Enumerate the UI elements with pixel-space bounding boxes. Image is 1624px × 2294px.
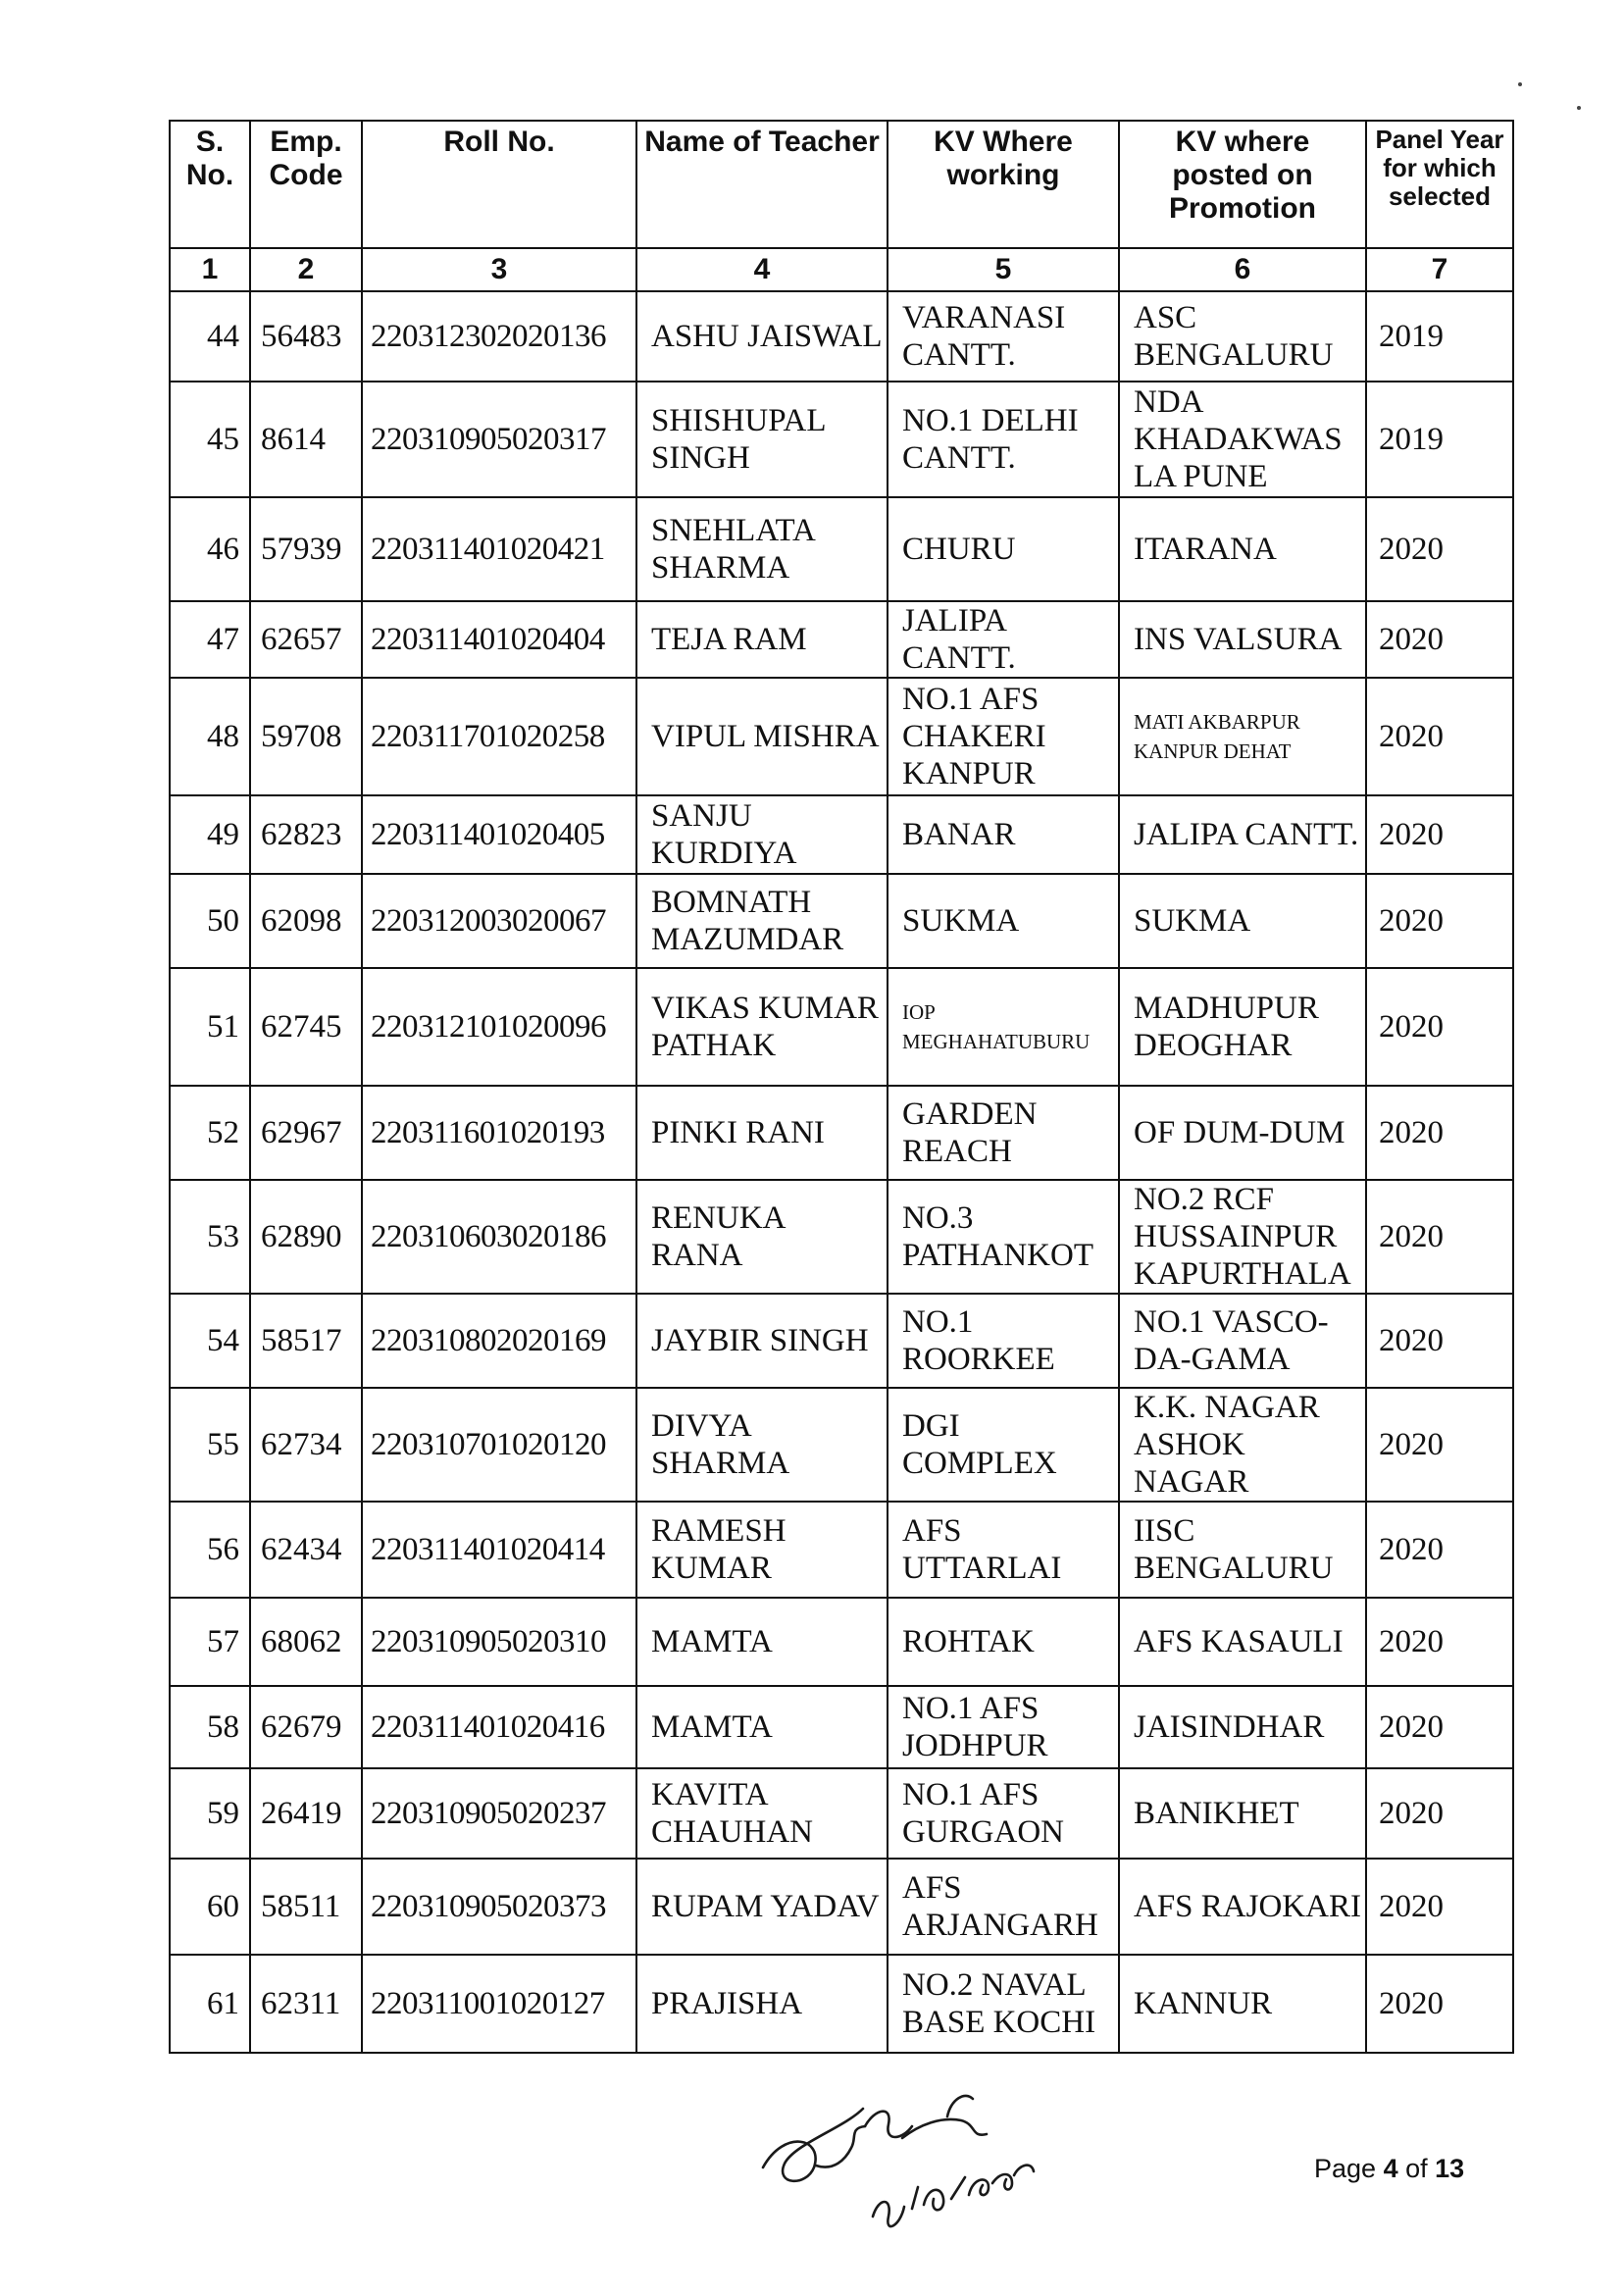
- row-sno: 48: [170, 678, 250, 795]
- header-sno: S. No.: [170, 121, 250, 248]
- row-kv-working: DGI COMPLEX: [888, 1388, 1119, 1502]
- row-kv-working: ROHTAK: [888, 1598, 1119, 1686]
- row-emp-code: 62823: [250, 795, 362, 874]
- row-sno: 57: [170, 1598, 250, 1686]
- row-panel-year: 2020: [1366, 1294, 1513, 1388]
- column-number: 3: [362, 248, 636, 291]
- table-row: [170, 291, 1513, 382]
- row-roll-no: 220310905020310: [362, 1598, 636, 1686]
- row-kv-posted: MADHUPUR DEOGHAR: [1119, 968, 1366, 1086]
- row-kv-working: NO.1 AFS JODHPUR: [888, 1686, 1119, 1768]
- row-panel-year: 2020: [1366, 1955, 1513, 2053]
- row-panel-year: 2020: [1366, 1388, 1513, 1502]
- row-teacher-name: KAVITA CHAUHAN: [636, 1768, 888, 1859]
- row-kv-posted: OF DUM-DUM: [1119, 1086, 1366, 1180]
- row-kv-posted: K.K. NAGAR ASHOK NAGAR: [1119, 1388, 1366, 1502]
- header-emp-code: Emp. Code: [250, 121, 362, 248]
- table-row: [170, 678, 1513, 795]
- row-panel-year: 2019: [1366, 382, 1513, 497]
- row-sno: 53: [170, 1180, 250, 1294]
- table-row: [170, 1502, 1513, 1598]
- page-total: 13: [1435, 2154, 1465, 2183]
- row-panel-year: 2020: [1366, 1768, 1513, 1859]
- column-number-row: [170, 248, 1513, 291]
- table-row: [170, 1180, 1513, 1294]
- header-name: Name of Teacher: [636, 121, 888, 248]
- row-kv-working: BANAR: [888, 795, 1119, 874]
- row-kv-working: NO.1 AFS GURGAON: [888, 1768, 1119, 1859]
- row-kv-posted: NO.2 RCF HUSSAINPUR KAPURTHALA: [1119, 1180, 1366, 1294]
- row-kv-posted: KANNUR: [1119, 1955, 1366, 2053]
- row-teacher-name: RUPAM YADAV: [636, 1859, 888, 1955]
- table-row: [170, 1086, 1513, 1180]
- row-panel-year: 2020: [1366, 1686, 1513, 1768]
- row-kv-posted: SUKMA: [1119, 874, 1366, 968]
- row-sno: 50: [170, 874, 250, 968]
- row-panel-year: 2020: [1366, 601, 1513, 678]
- row-kv-working: SUKMA: [888, 874, 1119, 968]
- row-sno: 51: [170, 968, 250, 1086]
- row-teacher-name: MAMTA: [636, 1686, 888, 1768]
- row-teacher-name: PRAJISHA: [636, 1955, 888, 2053]
- row-kv-working: NO.1 ROORKEE: [888, 1294, 1119, 1388]
- row-kv-working: VARANASI CANTT.: [888, 291, 1119, 382]
- row-kv-posted: NO.1 VASCO-DA-GAMA: [1119, 1294, 1366, 1388]
- row-panel-year: 2020: [1366, 1086, 1513, 1180]
- table-row: [170, 382, 1513, 497]
- row-panel-year: 2020: [1366, 1859, 1513, 1955]
- table-row: [170, 1388, 1513, 1502]
- row-kv-working: CHURU: [888, 497, 1119, 601]
- table-row: [170, 497, 1513, 601]
- header-kv-working: KV Where working: [888, 121, 1119, 248]
- row-emp-code: 62890: [250, 1180, 362, 1294]
- header-panel-year: Panel Year for which selected: [1366, 121, 1513, 248]
- row-teacher-name: SANJU KURDIYA: [636, 795, 888, 874]
- row-emp-code: 62967: [250, 1086, 362, 1180]
- table-row: [170, 968, 1513, 1086]
- row-sno: 44: [170, 291, 250, 382]
- row-teacher-name: SHISHUPAL SINGH: [636, 382, 888, 497]
- row-sno: 52: [170, 1086, 250, 1180]
- row-roll-no: 220310701020120: [362, 1388, 636, 1502]
- page-current: 4: [1383, 2154, 1398, 2183]
- row-teacher-name: ASHU JAISWAL: [636, 291, 888, 382]
- row-kv-posted: JALIPA CANTT.: [1119, 795, 1366, 874]
- row-roll-no: 220310802020169: [362, 1294, 636, 1388]
- row-emp-code: 62311: [250, 1955, 362, 2053]
- row-sno: 56: [170, 1502, 250, 1598]
- row-kv-working: AFS UTTARLAI: [888, 1502, 1119, 1598]
- column-number: 5: [888, 248, 1119, 291]
- scan-speck: [1577, 106, 1581, 110]
- table-row: [170, 1859, 1513, 1955]
- row-roll-no: 220311601020193: [362, 1086, 636, 1180]
- row-emp-code: 62098: [250, 874, 362, 968]
- row-sno: 47: [170, 601, 250, 678]
- row-sno: 45: [170, 382, 250, 497]
- row-kv-posted: NDA KHADAKWAS LA PUNE: [1119, 382, 1366, 497]
- page-number: Page 4 of 13: [1314, 2154, 1465, 2183]
- row-roll-no: 220311401020404: [362, 601, 636, 678]
- row-kv-working: NO.3 PATHANKOT: [888, 1180, 1119, 1294]
- column-number: 2: [250, 248, 362, 291]
- row-kv-working: JALIPA CANTT.: [888, 601, 1119, 678]
- row-teacher-name: DIVYA SHARMA: [636, 1388, 888, 1502]
- row-teacher-name: SNEHLATA SHARMA: [636, 497, 888, 601]
- row-sno: 55: [170, 1388, 250, 1502]
- row-roll-no: 220310905020237: [362, 1768, 636, 1859]
- column-number: 1: [170, 248, 250, 291]
- row-roll-no: 220310905020373: [362, 1859, 636, 1955]
- table-row: [170, 1598, 1513, 1686]
- row-emp-code: 26419: [250, 1768, 362, 1859]
- row-sno: 60: [170, 1859, 250, 1955]
- row-teacher-name: PINKI RANI: [636, 1086, 888, 1180]
- row-kv-posted: MATI AKBARPUR KANPUR DEHAT: [1119, 678, 1366, 795]
- row-kv-posted: JAISINDHAR: [1119, 1686, 1366, 1768]
- row-panel-year: 2020: [1366, 968, 1513, 1086]
- row-panel-year: 2019: [1366, 291, 1513, 382]
- row-roll-no: 220312302020136: [362, 291, 636, 382]
- row-teacher-name: VIPUL MISHRA: [636, 678, 888, 795]
- row-teacher-name: TEJA RAM: [636, 601, 888, 678]
- row-sno: 61: [170, 1955, 250, 2053]
- row-roll-no: 220311001020127: [362, 1955, 636, 2053]
- row-teacher-name: JAYBIR SINGH: [636, 1294, 888, 1388]
- row-panel-year: 2020: [1366, 1598, 1513, 1686]
- row-emp-code: 57939: [250, 497, 362, 601]
- table-row: [170, 601, 1513, 678]
- row-kv-posted: INS VALSURA: [1119, 601, 1366, 678]
- header-row: [170, 121, 1513, 248]
- row-emp-code: 62657: [250, 601, 362, 678]
- row-emp-code: 68062: [250, 1598, 362, 1686]
- row-emp-code: 56483: [250, 291, 362, 382]
- row-roll-no: 220310603020186: [362, 1180, 636, 1294]
- table-row: [170, 1955, 1513, 2053]
- table-row: [170, 874, 1513, 968]
- row-emp-code: 8614: [250, 382, 362, 497]
- row-roll-no: 220312003020067: [362, 874, 636, 968]
- promotion-table: [169, 120, 1514, 2054]
- column-number: 4: [636, 248, 888, 291]
- header-kv-posted: KV where posted on Promotion: [1119, 121, 1366, 248]
- row-panel-year: 2020: [1366, 1502, 1513, 1598]
- row-emp-code: 62679: [250, 1686, 362, 1768]
- row-kv-posted: IISC BENGALURU: [1119, 1502, 1366, 1598]
- row-teacher-name: VIKAS KUMAR PATHAK: [636, 968, 888, 1086]
- row-kv-working: GARDEN REACH: [888, 1086, 1119, 1180]
- row-kv-posted: ASC BENGALURU: [1119, 291, 1366, 382]
- row-sno: 59: [170, 1768, 250, 1859]
- row-kv-working: NO.1 AFS CHAKERI KANPUR: [888, 678, 1119, 795]
- scan-speck: [1518, 82, 1522, 86]
- row-kv-working: NO.1 DELHI CANTT.: [888, 382, 1119, 497]
- row-kv-working: IOP MEGHAHATUBURU: [888, 968, 1119, 1086]
- row-kv-posted: ITARANA: [1119, 497, 1366, 601]
- row-emp-code: 58517: [250, 1294, 362, 1388]
- row-roll-no: 220311401020405: [362, 795, 636, 874]
- row-sno: 54: [170, 1294, 250, 1388]
- row-teacher-name: RAMESH KUMAR: [636, 1502, 888, 1598]
- row-panel-year: 2020: [1366, 795, 1513, 874]
- handwritten-signature: [755, 2069, 1040, 2246]
- row-panel-year: 2020: [1366, 678, 1513, 795]
- row-emp-code: 62434: [250, 1502, 362, 1598]
- row-sno: 49: [170, 795, 250, 874]
- row-roll-no: 220311401020416: [362, 1686, 636, 1768]
- header-roll-no: Roll No.: [362, 121, 636, 248]
- row-kv-working: AFS ARJANGARH: [888, 1859, 1119, 1955]
- row-teacher-name: BOMNATH MAZUMDAR: [636, 874, 888, 968]
- row-emp-code: 62745: [250, 968, 362, 1086]
- row-emp-code: 62734: [250, 1388, 362, 1502]
- row-kv-working: NO.2 NAVAL BASE KOCHI: [888, 1955, 1119, 2053]
- table-row: [170, 1768, 1513, 1859]
- table-row: [170, 1686, 1513, 1768]
- row-teacher-name: RENUKA RANA: [636, 1180, 888, 1294]
- row-panel-year: 2020: [1366, 497, 1513, 601]
- row-roll-no: 220310905020317: [362, 382, 636, 497]
- table-row: [170, 795, 1513, 874]
- row-kv-posted: BANIKHET: [1119, 1768, 1366, 1859]
- column-number: 6: [1119, 248, 1366, 291]
- row-roll-no: 220311401020414: [362, 1502, 636, 1598]
- table-row: [170, 1294, 1513, 1388]
- column-number: 7: [1366, 248, 1513, 291]
- row-kv-posted: AFS RAJOKARI: [1119, 1859, 1366, 1955]
- row-panel-year: 2020: [1366, 1180, 1513, 1294]
- row-emp-code: 58511: [250, 1859, 362, 1955]
- row-roll-no: 220312101020096: [362, 968, 636, 1086]
- row-sno: 46: [170, 497, 250, 601]
- row-roll-no: 220311701020258: [362, 678, 636, 795]
- row-panel-year: 2020: [1366, 874, 1513, 968]
- row-sno: 58: [170, 1686, 250, 1768]
- row-teacher-name: MAMTA: [636, 1598, 888, 1686]
- row-kv-posted: AFS KASAULI: [1119, 1598, 1366, 1686]
- row-emp-code: 59708: [250, 678, 362, 795]
- row-roll-no: 220311401020421: [362, 497, 636, 601]
